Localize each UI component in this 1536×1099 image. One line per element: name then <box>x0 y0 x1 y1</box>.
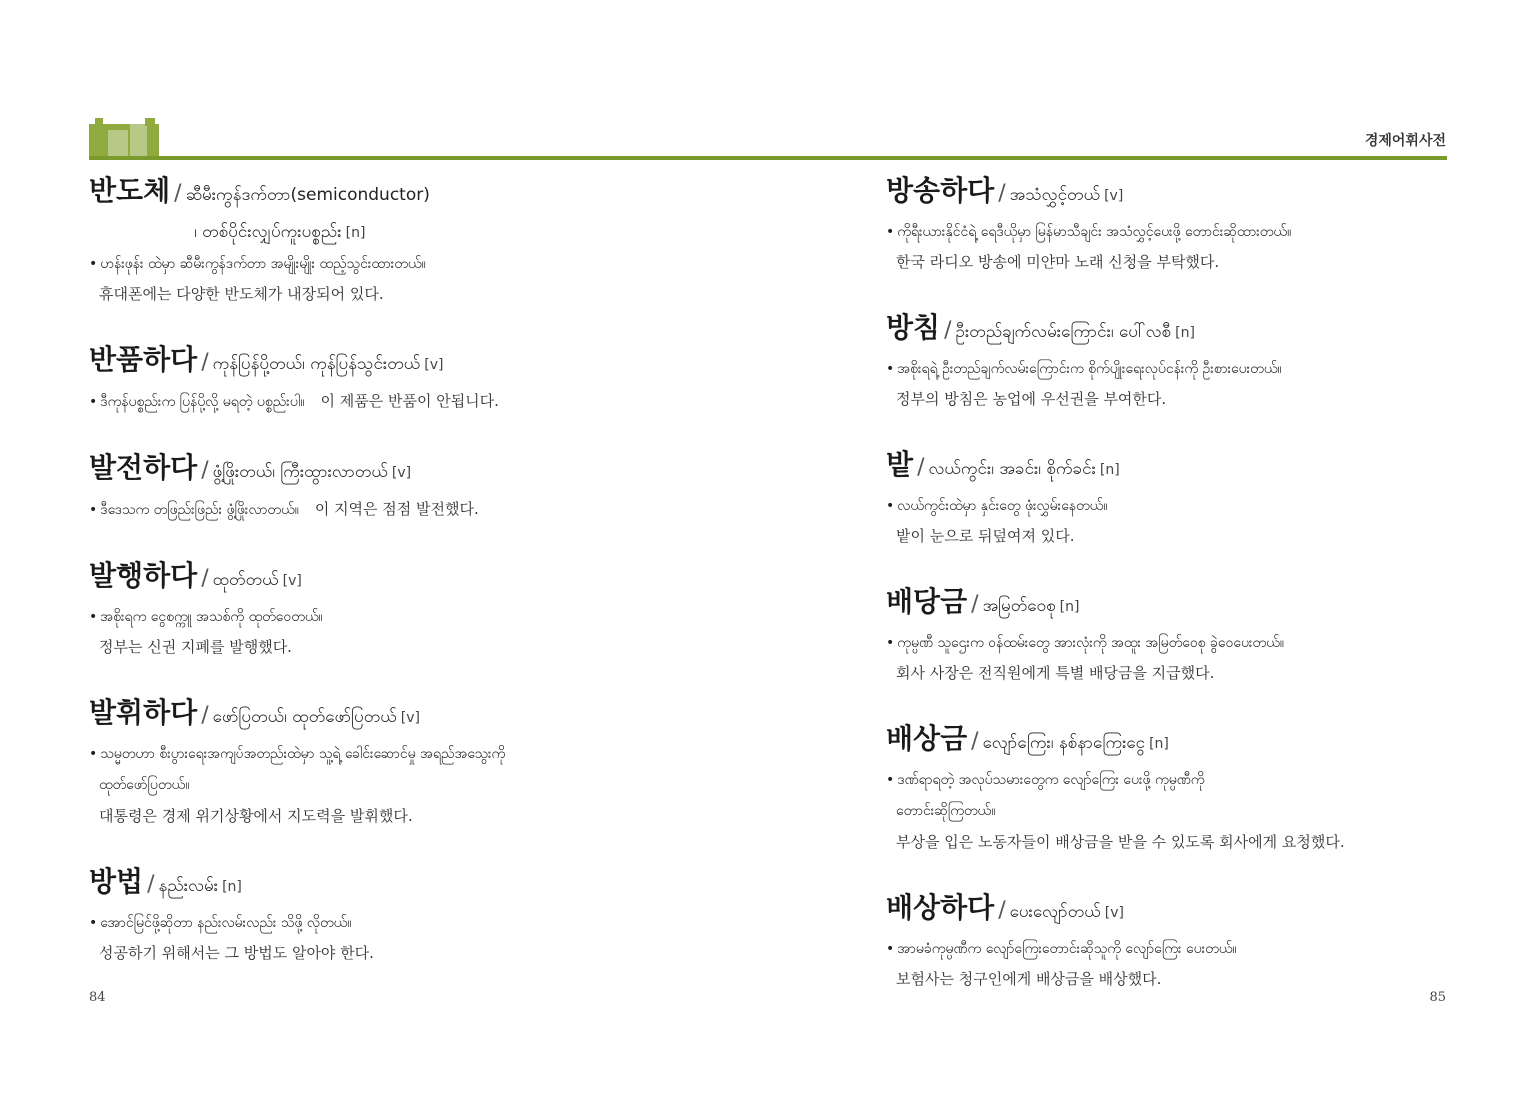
headword: 방송하다 <box>886 174 995 207</box>
example-myanmar: • လယ်ကွင်းထဲမှာ နှင်းတွေ ဖုံးလွှမ်းနေတယ်။ <box>886 498 1108 514</box>
entry-heading <box>89 692 729 739</box>
example-myanmar-text: ဒဏ်ရာရတဲ့ အလုပ်သမားတွေက လျော်ကြေး ပေးဖို့ ကုမ္ပဏီကို <box>897 772 1205 788</box>
dictionary-entry <box>886 170 1526 277</box>
part-of-speech-tag: [v] <box>391 465 412 481</box>
part-of-speech-tag: [v] <box>1104 188 1124 204</box>
headword: 반도체 <box>89 174 171 207</box>
gloss: ဆီမီးကွန်ဒက်တာ(semiconductor) <box>185 185 430 205</box>
entry-heading <box>89 555 729 602</box>
headword: 발전하다 <box>89 451 198 484</box>
headword: 방법 <box>89 865 144 898</box>
part-of-speech-tag: [v] <box>1104 905 1124 921</box>
example-myanmar-text: အစိုးရက ငွေစက္ကူ အသစ်ကို ထုတ်ဝေတယ်။ <box>100 609 323 625</box>
example-korean: 보험사는 청구인에게 배상금을 배상했다. <box>896 970 1162 988</box>
entry-heading <box>886 170 1526 217</box>
example-korean: 정부는 신권 지폐를 발행했다. <box>99 638 292 656</box>
headword: 발휘하다 <box>89 696 198 729</box>
headword: 배상하다 <box>886 891 995 924</box>
headword: 방침 <box>886 311 941 344</box>
entry-heading <box>886 581 1526 628</box>
dictionary-entry <box>89 170 729 309</box>
gloss: လယ်ကွင်း၊ အခင်း၊ စိုက်ခင်း <box>928 459 1096 479</box>
example-korean: 대통령은 경제 위기상황에서 지도력을 발휘했다. <box>99 807 413 825</box>
dictionary-entry <box>89 447 729 525</box>
example-myanmar-text: အာမခံကုမ္ပဏီက လျော်ကြေးတောင်းဆိုသူကို လျော်ကြေး ပေးတယ်။ <box>897 941 1237 957</box>
entry-heading <box>89 447 729 494</box>
example-myanmar-text: ဒီဒေသက တဖြည်းဖြည်း ဖွံ့ဖြိုးလာတယ်။ <box>100 502 299 518</box>
header-decor-block <box>130 124 147 156</box>
header-decor-block <box>145 118 155 126</box>
gloss: လျော်ကြေး၊ နစ်နာကြေးငွေ <box>982 733 1146 753</box>
separator: / <box>201 350 209 375</box>
header-rule <box>89 156 1447 160</box>
example-myanmar: • ဒဏ်ရာရတဲ့ အလုပ်သမားတွေက လျော်ကြေး ပေးဖို့ ကုမ္ပဏီကို <box>886 772 1205 788</box>
gloss: ပေးလျော်တယ် <box>1009 902 1101 922</box>
part-of-speech-tag: [n] <box>1059 599 1080 615</box>
part-of-speech-tag: [v] <box>400 710 420 726</box>
dictionary-entry <box>886 581 1526 688</box>
example-myanmar: • ဒီဒေသက တဖြည်းဖြည်း ဖွံ့ဖြိုးလာတယ်။ 이 지역은 점점 발전했다. <box>89 500 479 518</box>
separator: / <box>917 455 925 480</box>
example-korean: 휴대폰에는 다양한 반도체가 내장되어 있다. <box>99 285 384 303</box>
entry-heading <box>89 339 729 386</box>
example-myanmar-text: ဒီကုန်ပစ္စည်းက ပြန်ပို့လို့ မရတဲ့ ပစ္စည်းပါ။ <box>100 394 305 410</box>
entry-heading <box>886 444 1526 491</box>
dictionary-entry <box>886 307 1526 414</box>
dictionary-entry <box>886 887 1526 994</box>
example-myanmar: • သမ္မတဟာ စီးပွားရေးအကျပ်အတည်းထဲမှာ သူ့ရဲ့ ခေါင်းဆောင်မှု အရည်အသွေးကို <box>89 746 506 762</box>
gloss: ဖွံ့ဖြိုးတယ်၊ ကြီးထွားလာတယ် <box>212 462 388 482</box>
part-of-speech-tag: [n] <box>222 879 242 895</box>
example-korean: 정부의 방침은 농업에 우선권을 부여한다. <box>896 390 1167 408</box>
separator: / <box>944 318 952 343</box>
entry-heading <box>89 861 729 908</box>
entry-heading <box>886 718 1526 765</box>
headword: 배상금 <box>886 722 968 755</box>
headword: 반품하다 <box>89 343 198 376</box>
part-of-speech-tag: [n] <box>1099 462 1120 478</box>
separator: / <box>201 566 209 591</box>
separator: / <box>971 592 979 617</box>
part-of-speech-tag: [v] <box>282 573 302 589</box>
entry-heading <box>89 170 729 216</box>
headword: 배당금 <box>886 585 968 618</box>
left-column <box>89 170 729 998</box>
example-myanmar-text: ကုမ္ပဏီ သူဌေးက ဝန်ထမ်းတွေ အားလုံးကို အထူး အမြတ်ဝေစု ခွဲဝေပေးတယ်။ <box>897 635 1284 651</box>
separator: / <box>147 872 155 897</box>
example-myanmar-text: သမ္မတဟာ စီးပွားရေးအကျပ်အတည်းထဲမှာ သူ့ရဲ့ ခေါင်းဆောင်မှု အရည်အသွေးကို <box>100 746 506 762</box>
entry-heading <box>886 307 1526 354</box>
gloss: ကုန်ပြန်ပို့တယ်၊ ကုန်ပြန်သွင်းတယ် <box>212 354 421 374</box>
gloss: ဖော်ပြတယ်၊ ထုတ်ဖော်ပြတယ် <box>212 707 397 727</box>
header-title: 경제어휘사전 <box>1364 133 1446 149</box>
example-korean: 부상을 입은 노동자들이 배상금을 받을 수 있도록 회사에게 요청했다. <box>896 833 1345 851</box>
headword: 밭 <box>886 448 914 481</box>
example-myanmar-text: ဟန်းဖုန်း ထဲမှာ ဆီမီးကွန်ဒက်တာ အမျိုးမျိုး ထည့်သွင်းထားတယ်။ <box>100 256 426 272</box>
example-myanmar: • အစိုးရရဲ့ ဦးတည်ချက်လမ်းကြောင်းက စိုက်ပျိုးရေးလုပ်ငန်းကို ဦးစားပေးတယ်။ <box>886 361 1282 377</box>
dictionary-entry <box>886 444 1526 551</box>
separator: / <box>971 729 979 754</box>
header-decor-block <box>108 130 128 156</box>
separator: / <box>998 898 1006 923</box>
example-myanmar: • အောင်မြင်ဖို့ဆိုတာ နည်းလမ်းလည်း သိဖို့ လိုတယ်။ <box>89 915 352 931</box>
gloss: ဦးတည်ချက်လမ်းကြောင်း၊ ပေါ်လစီ <box>955 322 1172 342</box>
part-of-speech-tag: [n] <box>1149 736 1169 752</box>
example-korean: 회사 사장은 전직원에게 특별 배당금을 지급했다. <box>896 664 1215 682</box>
entry-heading <box>886 887 1526 934</box>
gloss: ထုတ်တယ် <box>212 570 279 590</box>
separator: / <box>174 181 182 206</box>
separator: / <box>201 703 209 728</box>
example-myanmar: • ဟန်းဖုန်း ထဲမှာ ဆီမီးကွန်ဒက်တာ အမျိုးမျိုး ထည့်သွင်းထားတယ်။ <box>89 256 426 272</box>
example-myanmar-continued: ထုတ်ဖော်ပြတယ်။ <box>99 777 190 793</box>
example-myanmar-text: လယ်ကွင်းထဲမှာ နှင်းတွေ ဖုံးလွှမ်းနေတယ်။ <box>897 498 1108 514</box>
example-myanmar: • ဒီကုန်ပစ္စည်းက ပြန်ပို့လို့ မရတဲ့ ပစ္စည်းပါ။ 이 제품은 반품이 안됩니다. <box>89 392 499 410</box>
header-decor-block <box>95 118 103 126</box>
gloss: အမြတ်ဝေစု <box>982 596 1056 616</box>
gloss-2: ၊ တစ်ပိုင်းလျှပ်ကူးပစ္စည်း <box>194 222 342 242</box>
separator: / <box>998 181 1006 206</box>
example-myanmar: • ကုမ္ပဏီ သူဌေးက ဝန်ထမ်းတွေ အားလုံးကို အထူး အမြတ်ဝေစု ခွဲဝေပေးတယ်။ <box>886 635 1284 651</box>
page-number-right: 85 <box>1429 990 1446 1005</box>
dictionary-entry <box>89 861 729 968</box>
separator: / <box>201 458 209 483</box>
example-myanmar-continued: တောင်းဆိုကြတယ်။ <box>896 803 996 819</box>
example-korean: 성공하기 위해서는 그 방법도 알아야 한다. <box>99 944 374 962</box>
example-myanmar-text: ကိုရီးယားနိုင်ငံရဲ့ ရေဒီယိုမှာ မြန်မာသီချင်း အသံလွှင့်ပေးဖို့ တောင်းဆိုထားတယ်။ <box>897 224 1292 240</box>
gloss: အသံလွှင့်တယ် <box>1009 185 1101 205</box>
part-of-speech-tag: [n] <box>1175 325 1195 341</box>
gloss-continued <box>89 216 729 249</box>
example-myanmar-text: အစိုးရရဲ့ ဦးတည်ချက်လမ်းကြောင်းက စိုက်ပျိုးရေးလုပ်ငန်းကို ဦးစားပေးတယ်။ <box>897 361 1282 377</box>
dictionary-entry <box>886 718 1526 857</box>
right-column <box>886 170 1526 1024</box>
example-korean-inline: 이 제품은 반품이 안됩니다. <box>320 392 499 410</box>
example-myanmar: • အစိုးရက ငွေစက္ကူ အသစ်ကို ထုတ်ဝေတယ်။ <box>89 609 323 625</box>
part-of-speech-tag: [n] <box>345 225 366 241</box>
dictionary-entry <box>89 339 729 417</box>
example-korean-inline: 이 지역은 점점 발전했다. <box>314 500 479 518</box>
gloss: နည်းလမ်း <box>158 876 219 896</box>
part-of-speech-tag: [v] <box>424 357 444 373</box>
page-number-left: 84 <box>89 990 106 1005</box>
example-myanmar: • အာမခံကုမ္ပဏီက လျော်ကြေးတောင်းဆိုသူကို လျော်ကြေး ပေးတယ်။ <box>886 941 1237 957</box>
headword: 발행하다 <box>89 559 198 592</box>
example-myanmar: • ကိုရီးယားနိုင်ငံရဲ့ ရေဒီယိုမှာ မြန်မာသီချင်း အသံလွှင့်ပေးဖို့ တောင်းဆိုထားတယ်။ <box>886 224 1292 240</box>
example-korean: 밭이 눈으로 뒤덮여져 있다. <box>896 527 1075 545</box>
dictionary-entry <box>89 555 729 662</box>
example-myanmar-text: အောင်မြင်ဖို့ဆိုတာ နည်းလမ်းလည်း သိဖို့ လိုတယ်။ <box>100 915 352 931</box>
example-korean: 한국 라디오 방송에 미얀마 노래 신청을 부탁했다. <box>896 253 1220 271</box>
dictionary-entry <box>89 692 729 831</box>
